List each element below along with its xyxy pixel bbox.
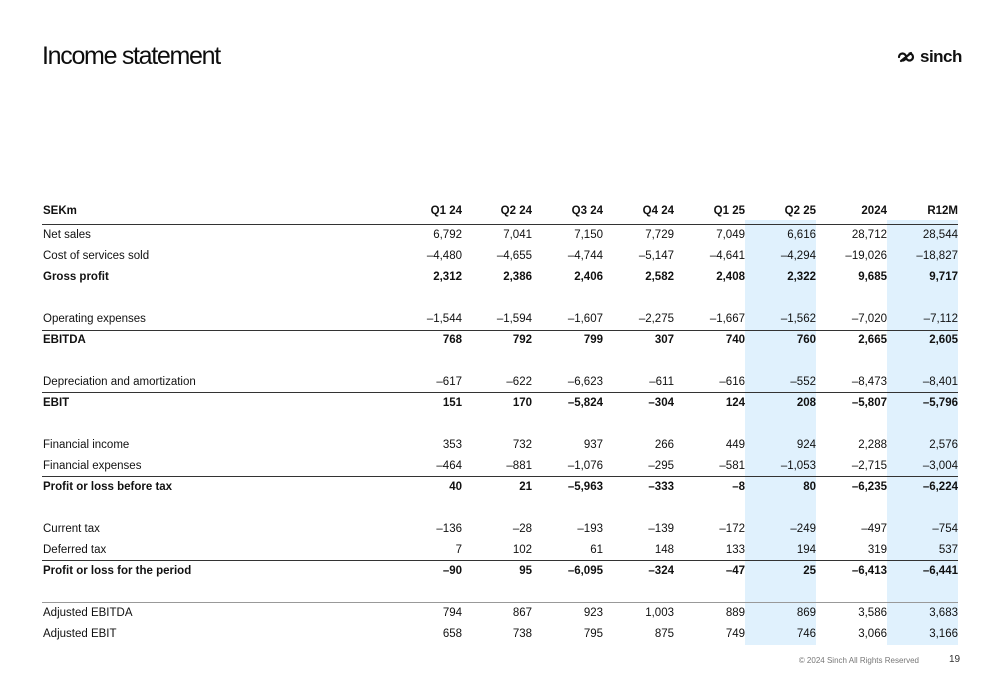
- table-rule: [42, 560, 958, 561]
- table-row-cell: 3,166: [929, 628, 958, 640]
- table-row-cell: 124: [725, 397, 745, 409]
- table-row-cell: –754: [932, 523, 958, 535]
- table-row-cell: –18,827: [916, 250, 958, 262]
- table-row-cell: –5,147: [638, 250, 674, 262]
- table-row-cell: –617: [436, 376, 462, 388]
- table-row-cell: –6,235: [851, 481, 887, 493]
- table-row-cell: –3,004: [922, 460, 958, 472]
- table-row-cell: 3,683: [929, 607, 958, 619]
- table-row-cell: –136: [436, 523, 462, 535]
- table-row-cell: 28,544: [922, 229, 958, 241]
- table-row-cell: 7,150: [574, 229, 603, 241]
- table-row-cell: 738: [512, 628, 532, 640]
- table-row-cell: –4,641: [709, 250, 745, 262]
- table-row: [42, 456, 958, 477]
- table-row-label: EBITDA: [43, 334, 86, 346]
- table-row-cell: 7,049: [716, 229, 745, 241]
- table-row-label: Adjusted EBIT: [43, 628, 117, 640]
- table-row-label: Financial expenses: [43, 460, 142, 472]
- table-row-cell: 2,665: [858, 334, 887, 346]
- table-row-label: Operating expenses: [43, 313, 146, 325]
- table-row: [42, 435, 958, 456]
- table-row-cell: –464: [436, 460, 462, 472]
- table-row-cell: –172: [719, 523, 745, 535]
- table-row-cell: –552: [790, 376, 816, 388]
- table-row-cell: 80: [803, 481, 816, 493]
- table-row-cell: 2,386: [503, 271, 532, 283]
- table-rule: [42, 602, 958, 603]
- table-row-cell: –4,480: [426, 250, 462, 262]
- table-row-label: Gross profit: [43, 271, 109, 283]
- table-header-row-cell: Q4 24: [642, 205, 674, 217]
- table-row-cell: 95: [519, 565, 532, 577]
- table-row-cell: 449: [725, 439, 745, 451]
- table-row-cell: 2,605: [929, 334, 958, 346]
- table-row-cell: 2,406: [574, 271, 603, 283]
- table-row-label: Profit or loss before tax: [43, 481, 173, 493]
- table-row-cell: 795: [583, 628, 603, 640]
- table-row-cell: 170: [512, 397, 532, 409]
- table-row-cell: –1,667: [709, 313, 745, 325]
- table-row-cell: –1,544: [426, 313, 462, 325]
- table-row-cell: –5,807: [851, 397, 887, 409]
- table-row-cell: –333: [648, 481, 674, 493]
- table-row: [42, 330, 958, 351]
- table-row-cell: 21: [519, 481, 532, 493]
- table-row-cell: 869: [796, 607, 816, 619]
- table-row-cell: –4,294: [780, 250, 816, 262]
- table-header-row-cell: 2024: [861, 205, 887, 217]
- table-row-cell: –19,026: [845, 250, 887, 262]
- table-row-label: Net sales: [43, 229, 91, 241]
- table-row-cell: 151: [442, 397, 462, 409]
- table-row-cell: 2,288: [858, 439, 887, 451]
- table-row: [42, 603, 958, 624]
- table-row-cell: 9,717: [929, 271, 958, 283]
- table-row-cell: 794: [442, 607, 462, 619]
- table-row-cell: –4,744: [567, 250, 603, 262]
- table-row-cell: 7,729: [645, 229, 674, 241]
- table-row-cell: 102: [512, 544, 532, 556]
- table-row-cell: –7,020: [851, 313, 887, 325]
- table-row-label: Adjusted EBITDA: [43, 607, 133, 619]
- table-row-cell: –2,715: [851, 460, 887, 472]
- table-row: [42, 309, 958, 330]
- table-row-cell: 749: [725, 628, 745, 640]
- table-row-cell: 7,041: [503, 229, 532, 241]
- table-row-cell: –611: [649, 376, 674, 388]
- table-row: [42, 519, 958, 540]
- table-row-cell: 923: [583, 607, 603, 619]
- table-row-label: EBIT: [43, 397, 70, 409]
- table-row-cell: 6,792: [433, 229, 462, 241]
- table-row: [42, 540, 958, 561]
- table-row-cell: –47: [725, 565, 745, 577]
- table-header-row-cell: Q2 24: [500, 205, 532, 217]
- table-row-cell: 2,576: [929, 439, 958, 451]
- table-row-cell: –8,401: [922, 376, 958, 388]
- table-row: [42, 477, 958, 498]
- table-row-cell: 2,322: [787, 271, 816, 283]
- table-row-cell: –616: [719, 376, 745, 388]
- table-row-cell: –5,824: [567, 397, 603, 409]
- table-row-cell: –6,623: [567, 376, 603, 388]
- table-header-row-cell: Q2 25: [784, 205, 816, 217]
- table-row-cell: –1,562: [780, 313, 816, 325]
- table-row-cell: –6,095: [567, 565, 603, 577]
- table-row-label: Depreciation and amortization: [43, 376, 196, 388]
- table-row-cell: –324: [648, 565, 674, 577]
- table-row-cell: 61: [590, 544, 603, 556]
- table-row-cell: 799: [583, 334, 603, 346]
- table-row-cell: –881: [506, 460, 532, 472]
- table-row-cell: –622: [506, 376, 532, 388]
- table-row-cell: –2,275: [638, 313, 674, 325]
- table-row-cell: 3,586: [858, 607, 887, 619]
- table-row-cell: 307: [654, 334, 674, 346]
- table-row-cell: –90: [442, 565, 462, 577]
- table-header-row-cell: Q1 25: [713, 205, 745, 217]
- table-row: [42, 267, 958, 288]
- table-rule: [42, 330, 958, 331]
- table-row-label: Current tax: [43, 523, 100, 535]
- table-row-cell: 6,616: [787, 229, 816, 241]
- table-row-cell: 353: [442, 439, 462, 451]
- table-row-cell: –28: [512, 523, 532, 535]
- table-row-cell: 266: [654, 439, 674, 451]
- table-row-cell: 937: [583, 439, 603, 451]
- table-rule: [42, 476, 958, 477]
- table-row: [42, 246, 958, 267]
- table-row-cell: 40: [449, 481, 462, 493]
- table-row-cell: 319: [867, 544, 887, 556]
- table-row-label: Financial income: [43, 439, 130, 451]
- table-row: [42, 624, 958, 645]
- table-row: [42, 372, 958, 393]
- table-row-cell: –5,963: [567, 481, 603, 493]
- table-row: [42, 393, 958, 414]
- table-row-cell: –249: [790, 523, 816, 535]
- sinch-logo: [895, 46, 962, 68]
- table-row-cell: 28,712: [851, 229, 887, 241]
- table-row-cell: 792: [512, 334, 532, 346]
- table-row-cell: 875: [654, 628, 674, 640]
- table-row: [42, 225, 958, 246]
- table-row-cell: 760: [796, 334, 816, 346]
- table-row-cell: –1,053: [780, 460, 816, 472]
- table-row-cell: 740: [725, 334, 745, 346]
- table-row-cell: 2,582: [645, 271, 674, 283]
- table-row-cell: –6,224: [922, 481, 958, 493]
- table-row-cell: 148: [654, 544, 674, 556]
- table-row-cell: –4,655: [496, 250, 532, 262]
- table-row-cell: 7: [455, 544, 462, 556]
- table-row-cell: 1,003: [645, 607, 674, 619]
- table-rule: [42, 392, 958, 393]
- table-row-cell: 25: [803, 565, 816, 577]
- table-header-row-cell: Q1 24: [430, 205, 462, 217]
- table-header-row-label: SEKm: [43, 205, 77, 217]
- table-row-cell: 768: [442, 334, 462, 346]
- table-row-cell: 658: [442, 628, 462, 640]
- page-number: 19: [949, 654, 961, 665]
- table-row-cell: –1,076: [567, 460, 603, 472]
- page-title: Income statement: [42, 42, 220, 70]
- table-row-cell: –5,796: [922, 397, 958, 409]
- table-row: [42, 561, 958, 582]
- table-row-cell: 537: [938, 544, 958, 556]
- sinch-logo-mark-icon: [895, 50, 917, 64]
- table-row-cell: 732: [512, 439, 532, 451]
- table-row-label: Deferred tax: [43, 544, 107, 556]
- table-row-cell: –295: [648, 460, 674, 472]
- table-row-cell: 867: [512, 607, 532, 619]
- table-row-cell: –139: [648, 523, 674, 535]
- table-header-row-cell: Q3 24: [571, 205, 603, 217]
- table-row-cell: –8,473: [851, 376, 887, 388]
- table-row-cell: –6,441: [922, 565, 958, 577]
- table-row-cell: 746: [796, 628, 816, 640]
- table-row-label: Cost of services sold: [43, 250, 150, 262]
- table-row-cell: 2,408: [716, 271, 745, 283]
- table-header-row: [42, 201, 958, 222]
- table-row-cell: –581: [719, 460, 745, 472]
- logo-text: sinch: [920, 47, 962, 66]
- table-row-cell: –1,607: [567, 313, 603, 325]
- table-row-label: Profit or loss for the period: [43, 565, 192, 577]
- table-row-cell: –193: [577, 523, 603, 535]
- table-row-cell: –304: [648, 397, 674, 409]
- table-row-cell: 924: [796, 439, 816, 451]
- table-header-row-cell: R12M: [927, 205, 958, 217]
- table-row-cell: 9,685: [858, 271, 887, 283]
- table-row-cell: 133: [725, 544, 745, 556]
- table-row-cell: –7,112: [923, 313, 958, 325]
- table-row-cell: 208: [796, 397, 816, 409]
- table-row-cell: –497: [861, 523, 887, 535]
- table-row-cell: 889: [725, 607, 745, 619]
- table-row-cell: –6,413: [851, 565, 887, 577]
- table-row-cell: –8: [732, 481, 745, 493]
- table-row-cell: 2,312: [433, 271, 462, 283]
- table-rule: [42, 224, 958, 225]
- copyright-footer: © 2024 Sinch All Rights Reserved: [798, 656, 919, 665]
- table-row-cell: 3,066: [858, 628, 887, 640]
- table-row-cell: –1,594: [496, 313, 532, 325]
- table-row-cell: 194: [796, 544, 816, 556]
